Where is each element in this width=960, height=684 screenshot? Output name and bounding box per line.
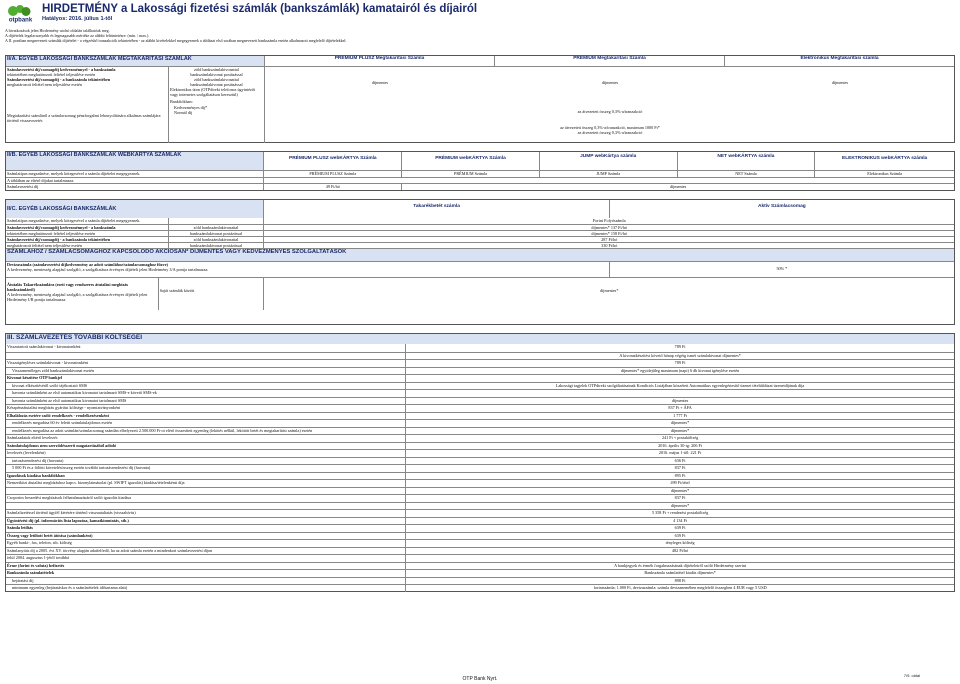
value-cell: az átvezetett összeg 0,3%-a/tranzakció (577, 109, 643, 114)
table-row (6, 434, 954, 442)
table-row (6, 554, 954, 562)
value-cell: 789 Ft (405, 344, 954, 352)
row-label: levelezés (levelenként) (7, 450, 46, 456)
row-sublabel: Normál díj (174, 109, 193, 115)
row-label: havonta számlánként az első automatikus kivonatot tartalmazó SMS-e követő SMS-ek (12, 390, 157, 396)
row-note: A kedvezmény, mentesség alapjául szolgáló, a szolgáltatásra érvényes díjtételt jelen Hirdetmény I/B pontja tartalmazza. (7, 292, 148, 303)
table-row (6, 539, 954, 547)
value-cell: 330 Ft/hó (263, 243, 954, 248)
value-cell: 4 134 Ft (405, 518, 954, 525)
value-cell: Forint Folyószámla (263, 218, 954, 224)
table-row (6, 524, 954, 532)
table-row (6, 472, 954, 480)
table-row (6, 224, 954, 230)
value-cell: 895 Ft (405, 473, 954, 480)
row-label: Számlavezetési díj/csomagdíj - a bankszámla tekintetében (7, 237, 111, 242)
row-sublabel: zöld bankszámlakivonattal (168, 225, 264, 230)
value-cell: díjmentes* (405, 420, 954, 427)
table-row (6, 404, 954, 412)
row-label: Visszaigényléses számlakivonat - kivonatonként (7, 360, 89, 366)
row-label: tekintetében meghatározott feltétel teljesülése esetén (7, 72, 96, 78)
table-row (6, 509, 954, 517)
value-cell: PRÉMIUM PLUSZ Számla (263, 171, 401, 177)
row-label: Összeg vagy letiltott betét átírása (számlanként) (7, 532, 93, 538)
section-2b-title: II/B. EGYÉB LAKOSSÁGI BANKSZÁMLÁK WEBKÁRTYA SZÁMLÁK (6, 152, 263, 170)
value-cell: 2016. április 30-ig: 206 Ft (405, 443, 954, 450)
value-cell: 499 Ft/tétel (405, 480, 954, 487)
section-2b (5, 151, 955, 191)
table-row (6, 577, 954, 585)
row-sublabel: bankszámlakivonat postázással (190, 82, 243, 88)
row-label: Számlavezetési díj/csomagdíj kedvezménnyel - a bankszámla (7, 67, 116, 73)
value-cell: 636 Ft (405, 458, 954, 465)
col-header: NET webKÁRTYA számla (677, 152, 815, 170)
row-label: Egyéb banki-, fax, telefon, stb. költség (7, 540, 72, 546)
value-cell (405, 390, 954, 397)
table-row (6, 502, 954, 510)
row-label: meghatározott feltétel nem teljesülése esetén (7, 82, 82, 88)
table-row (6, 218, 954, 224)
row-sublabel: Bankfiókban: (170, 99, 193, 105)
row-label: Számlaadatok eltérő levelezés (7, 435, 58, 441)
row-label: Visszatartott számlakivonat - kivonatonként (7, 344, 81, 350)
col-header: ELEKTRONIKUS webKÁRTYA számla (814, 152, 954, 170)
row-label: Kivonat készítése OTP bankjel (7, 375, 63, 381)
row-label: Bankszámla számlatételek (7, 570, 55, 576)
value-cell: 50% * (609, 262, 954, 277)
value-cell: díjmentes (831, 80, 849, 85)
value-cell: 1 777 Ft (405, 413, 954, 420)
section-2c (5, 199, 955, 325)
row-label: Csoportos beszedési megbízások felhatalmazásáról szóló igazolás kiadása (7, 495, 131, 501)
value-cell: 639 Ft (405, 525, 954, 532)
row-label: A táblában az eltérő díjakat tartalmazza. (7, 178, 75, 183)
page-subtitle: Hatályos: 2016. július 1-től (42, 16, 113, 22)
row-label: Visszamenőleges zöld bankszámlakivonat esetén (12, 367, 94, 373)
row-label: rendelkezés megadása az adott számlán/számlacsomag számlán elhelyezett 2.500.000 Ft-ot elérő összesített egyenleg (lekötés nélkül, lekötött betét és megtakarítási számla) esetén (12, 427, 313, 433)
otpbank-logo (5, 4, 36, 23)
row-label: Számlavezetési díj/csomagdíj - a bankszámla tekintetében (7, 77, 111, 83)
table-row (6, 389, 954, 397)
col-header: Elektronikus Megtakarítási számla (724, 56, 954, 66)
value-cell: forintszámla: 1.000 Ft, devizaszámla: számla devizanemében megfelelő összegben 4 EUR vagy 5 USD (405, 585, 954, 592)
value-cell: díjmentes (601, 80, 619, 85)
section-2a (5, 55, 955, 143)
value-cell: PRÉMIUM Számla (401, 171, 539, 177)
row-label: Nemzetközi átutalási megbízáshoz kapcs. bizonylatmásolat (pl. SWIFT igazolás) kiadása/tételenkénti díja (7, 480, 185, 486)
value-cell (405, 375, 954, 382)
table-row (6, 419, 954, 427)
table-row (6, 562, 954, 570)
value-cell: 5 358 Ft + rendezési postaköltség (405, 510, 954, 517)
note: A díjtételek legalacsonyabb és legmagasabb mértéke az alábbi feltüntetésre: (min. / max.). (5, 33, 150, 38)
section-2c-title: II/C. EGYÉB LAKOSSÁGI BANKSZÁMLÁK (6, 200, 263, 218)
section-3 (5, 333, 955, 592)
value-cell: díjmentes* (405, 428, 954, 435)
value-cell: 898 Ft (405, 578, 954, 585)
value-cell: díjmentes* 158 Ft/hó (263, 231, 954, 236)
row-label (6, 488, 405, 495)
col-header: Aktív Számlacsomag (609, 200, 954, 218)
row-label: Számlafizetéssel történő ügyfél kérésére történő visszautaltatás (visszahívás) (7, 510, 136, 516)
row-label: Megtakarítási számláról a számlacsomag pénzforgalmi lebonyolítására alkalmas számlájára történő visszavezetés (7, 113, 161, 124)
table-row (6, 494, 954, 502)
table-row (6, 397, 954, 405)
col-header: PRÉMIUM Megtakarítási Számla (494, 56, 724, 66)
section-3-title: III. SZÁMLAVEZETÉS TOVÁBBI KÖLTSÉGEI (7, 334, 143, 342)
row-label: rendelkezés megadása 60 év feletti számlatulajdonos esetén (12, 420, 112, 426)
table-row (6, 374, 954, 382)
value-cell: A bankjegyek és érmék forgalmazásának díjtételeiről szóló Hirdetmény szerint (405, 563, 954, 570)
table-row (6, 344, 954, 352)
section-2a-title: II/A. EGYÉB LAKOSSÁGI BANKSZÁMLÁK MEGTAKARÍTÁSI SZÁMLÁK (6, 56, 264, 66)
page-title: HIRDETMÉNY a Lakossági fizetési számlák (bankszámlák) kamatairól és díjairól (42, 3, 478, 15)
table-row (6, 236, 954, 242)
value-cell: díjmentes* (405, 503, 954, 510)
value-cell (405, 555, 954, 562)
row-sublabel: bankszámlakivonat postázással (168, 231, 264, 236)
value-cell: díjmentes* (405, 488, 954, 495)
row-sublabel: zöld bankszámlakivonattal (168, 237, 264, 242)
table-row (6, 569, 954, 577)
table-row (6, 412, 954, 420)
row-label: Elhalálozás esetére szóló rendelkezés - rendelkezésenként (7, 412, 109, 418)
row-sublabel: bankszámlakivonat postázással (190, 72, 243, 78)
row-label: Átutalás Takarékszámlára (eseti vagy rendszeres átutalási megbízás bankszámláról) (7, 282, 129, 293)
table-row (6, 242, 954, 248)
row-sublabel: bankszámlakivonat postázással (168, 243, 264, 248)
col-header: PRÉMIUM webKÁRTYA Számla (401, 152, 539, 170)
table-row (6, 427, 954, 435)
note: A hivatkozások jelen Hirdetmény utolsó oldalán találhatóak meg. (5, 28, 110, 33)
value-cell: díjmentes* 137 Ft/hó (263, 225, 954, 230)
value-cell: az átvezetett összeg 0,3%-a/tranzakció (577, 130, 643, 135)
row-label: Devizaszámla (számlavezetési díjkedvezmény az adott számlához/számlacsomaghoz fűzve) (7, 262, 168, 268)
value-cell: 837 Ft (405, 465, 954, 472)
value-cell: 837 Ft (405, 495, 954, 502)
table-row (6, 532, 954, 540)
col-header: PRÉMIUM PLUSZ webKÁRTYA Számla (263, 152, 401, 170)
value-cell: NET Számla (677, 171, 815, 177)
value-cell: 49 Ft/hó (263, 184, 401, 190)
value-cell: díjmentes (401, 184, 954, 190)
value-cell: 639 Ft (405, 533, 954, 540)
table-row (6, 517, 954, 525)
row-sublabel: Elektronikus úton (OTPdirekt telefonos ügyintézői vagy internetes szolgáltatáson keresztül) (170, 87, 256, 98)
page-number: 7/9. oldal (903, 673, 920, 678)
row-label: Számlatulajdonos nem szerződésszerű magatartásából adódó (7, 442, 117, 448)
row-label: tekintetében meghatározott feltétel teljesülése esetén (7, 231, 96, 236)
value-cell: Bankszámla számlatétel kiadás díjmentes* (405, 570, 954, 577)
table-row (6, 367, 954, 375)
row-label: Számlatípus megszűnése, melyek kötegesével a számla díjtételei megegyeznek. (7, 218, 141, 224)
value-cell: díjmentes (371, 80, 389, 85)
row-label (6, 353, 405, 360)
table-row (6, 464, 954, 472)
row-label: havonta számlánként az első automatikus kivonatot tartalmazó SMS (12, 397, 127, 403)
value-cell: tényleges költség (405, 540, 954, 547)
row-label: Számlanyitás díj a 2005. évi XV. törvény alapján adatfelfedő, ha az adott számla esetén a mindenkori számlavezetési díjon (7, 547, 213, 553)
row-sublabel: Kedvezményes díj* (174, 104, 208, 110)
row-label: Ügyintézési díj (pl. információs lista lapozása, kamatkimutatás, stb.) (7, 517, 129, 523)
row-label: tartozásrendezési díj (havonta) (12, 457, 64, 463)
table-row (6, 479, 954, 487)
table-row (6, 449, 954, 457)
table-row (6, 487, 954, 495)
value-cell: az átvezetett összeg 0,3%-a/tranzakció, maximum 1000 Ft* (560, 125, 660, 130)
row-label: Számlatípus megszűnése, melyek kötegesével a számla díjtételei megegyeznek. (7, 171, 141, 177)
row-label: bejáratási díj (12, 577, 34, 583)
value-cell: Elektronikus Számla (814, 171, 954, 177)
table-row (6, 230, 954, 236)
row-sublabel: Saját számlák között (158, 278, 264, 310)
value-cell: 482 Ft/hó (405, 548, 954, 555)
value-cell: 837 Ft + ÁFA (405, 405, 954, 412)
table-row (6, 584, 954, 592)
table-row (6, 457, 954, 465)
section-2c-band: SZÁMLÁHOZ / SZÁMLACSOMAGHOZ KAPCSOLÓDÓ AKCIÓSAN* DÍJMENTES VAGY KEDVEZMÉNYES SZOLGÁLTATÁSOK (7, 249, 347, 256)
row-label: Számlavezetési díj (7, 184, 39, 190)
table-row (6, 547, 954, 555)
row-label (6, 503, 405, 510)
value-cell: díjmentes* egyidejűleg maximum (napi) 6 db kivonat igénylése esetén (405, 368, 954, 375)
row-label: 5 000 Ft és a fölötti követelésösszeg esetén további tartozásrendezési díj (havonta) (12, 465, 151, 471)
value-cell: 287 Ft/hó (263, 237, 954, 242)
table-row (6, 352, 954, 360)
row-label: Készpénzátutalási megbízás gyártási költsége - nyomtatványonként (7, 405, 121, 411)
row-label: kivonat elkészítéséről szóló tájékoztató SMS (12, 382, 88, 388)
row-label: Számla letiltás (7, 525, 33, 531)
row-label: Igazolások kiadása bankfiókban (7, 472, 65, 478)
value-cell: 789 Ft (405, 360, 954, 367)
row-sublabel (168, 218, 264, 224)
footer-company: OTP Bank Nyrt. (462, 676, 498, 682)
value-cell: 241 Ft + postaköltség (405, 435, 954, 442)
note: A II. pontban megnevezett számlák díjtételei - a végzéshő tranzakciók tekintetében - az alábbi kivételekkel megegyeznek a táblázat első sorában megnevezett bankszámla esetén alkalmazott megfelelő díjtételekkel. (5, 38, 347, 43)
value-cell: 2016. május 1-től: 221 Ft (405, 450, 954, 457)
row-label: minimum egyenleg (bejáratáskor és a számlatételek időtartama alatt) (12, 585, 128, 591)
svg-text:otpbank: otpbank (8, 17, 33, 23)
col-header: PRÉMIUM PLUSZ Megtakarítási Számla (264, 56, 494, 66)
row-label: Érme (forint és valuta) befizetés (7, 562, 65, 568)
value-cell: A kivonatkészítést követő hónap végéig ismét számlakivonat díjmentes* (405, 353, 954, 360)
row-label: meghatározott feltétel nem teljesülése esetén (7, 243, 82, 248)
table-row (6, 382, 954, 390)
col-header: Takarékbetét számla (263, 200, 608, 218)
value-cell: Lakossági tagjelek OTPdirekt szolgáltatásainak Kondíciós Listájában közzétett Automatikus egyenlegértesítő üzenet tételtáblázat üzenetdíjának díja (405, 383, 954, 390)
col-header: JUMP webKártya számla (539, 152, 677, 170)
value-cell: díjmentes (405, 398, 954, 405)
intro-notes (5, 28, 565, 43)
value-cell: JUMP Számla (539, 171, 677, 177)
row-sublabel: zöld bankszámlakivonattal (194, 77, 239, 83)
value-cell: díjmentes* (263, 278, 954, 310)
row-note: A kedvezmény, mentesség alapjául szolgáló, a szolgáltatásra érvényes díjtételt jelen Hirdetmény 3/A pontja tartalmazza. (7, 267, 209, 273)
row-label: felül 2004. augusztus 1-jétől továbbá (7, 555, 69, 561)
row-label: Számlavezetési díj/csomagdíj kedvezménnyel - a bankszámla (7, 225, 116, 230)
table-row (6, 442, 954, 450)
row-sublabel: zöld bankszámlakivonattal (194, 67, 239, 73)
table-row (6, 359, 954, 367)
